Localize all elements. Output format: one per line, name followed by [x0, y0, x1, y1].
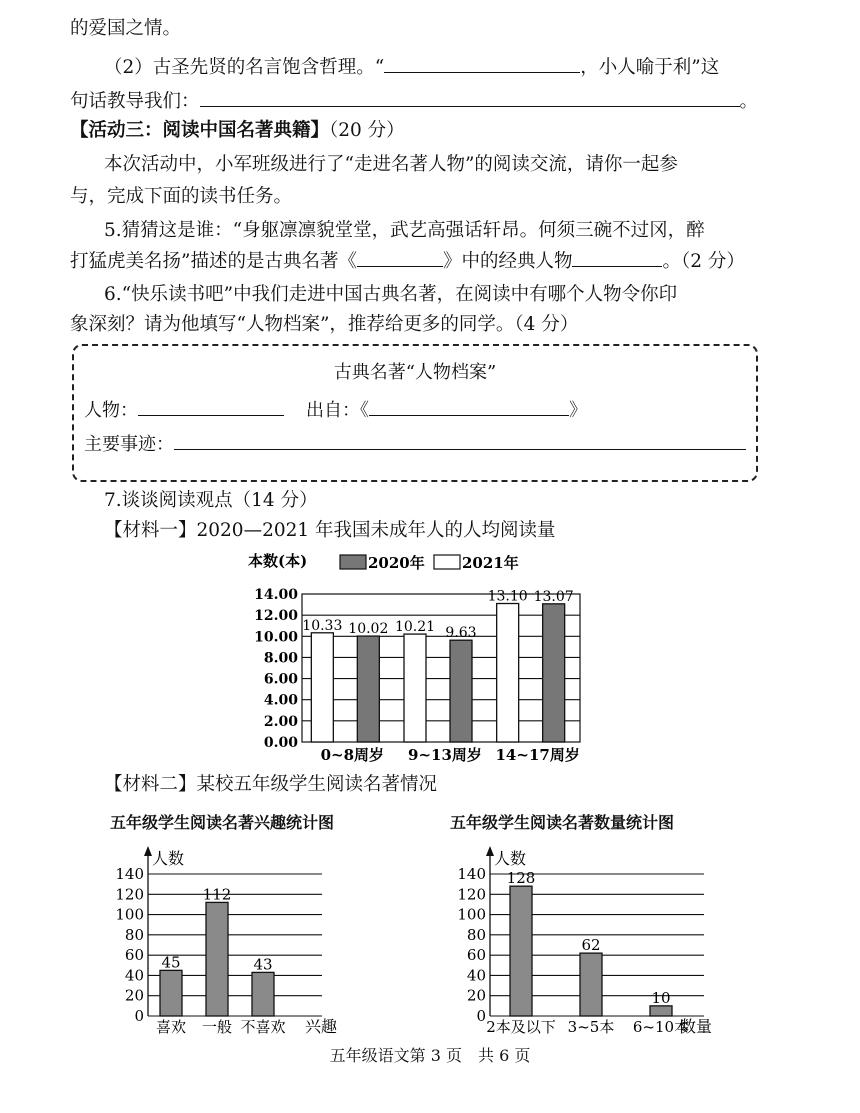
- chart3-body: [457, 846, 704, 1036]
- chart1-ylabel-text: 本数(本): [248, 552, 308, 570]
- question-6-cont: 象深刻？请为他填写“人物档案”，推荐给更多的同学。（4 分）: [70, 314, 579, 335]
- question-4-2-text-end: ，小人喻于利”这: [580, 57, 720, 78]
- chart-reading-quantity: [442, 840, 742, 1040]
- chart1-legend-swatch-1: [434, 555, 460, 569]
- chart1-legend-label-0: 2020年: [368, 554, 425, 572]
- chart1-legend-swatch-0: [340, 555, 366, 569]
- card-deeds-row: [84, 430, 746, 456]
- chart3-xlabel: 数量: [680, 1017, 713, 1036]
- chart1-data-label: 10.21: [394, 619, 436, 636]
- chart2-ylabel: 人数: [152, 849, 185, 868]
- chart3-bar: [580, 953, 602, 1016]
- answer-blank-book[interactable]: [357, 248, 443, 267]
- question-7: 7.谈谈阅读观点（14 分）: [104, 490, 318, 511]
- chart2-y-tick: 100: [115, 905, 144, 924]
- card-deeds-label: 主要事迹：: [84, 434, 174, 455]
- character-profile-card: [72, 344, 758, 482]
- chart1-bar: [404, 634, 426, 742]
- chart1-x-tick: 0~8周岁: [320, 746, 385, 764]
- chart2-bar: [160, 970, 182, 1016]
- question-4-2: [104, 54, 719, 81]
- chart1-data-label: 10.02: [348, 621, 389, 638]
- chart3-y-tick: 0: [476, 1007, 486, 1025]
- chart1-legend: [340, 554, 519, 572]
- chart3-bar: [510, 886, 532, 1016]
- chart2-xlabel: 兴趣: [305, 1017, 338, 1036]
- chart3-y-tick: 40: [466, 966, 486, 985]
- chart1-x-ticks: [321, 746, 580, 764]
- chart1-bar: [450, 640, 472, 742]
- card-person-input[interactable]: [138, 397, 284, 416]
- chart1-bar: [543, 604, 565, 742]
- period: 。: [739, 91, 759, 112]
- text-line-6: 与，完成下面的读书任务。: [70, 186, 293, 207]
- chart3-x-tick: 2本及以下: [486, 1018, 556, 1036]
- question-5-cont: [70, 248, 745, 275]
- chart1-bar: [497, 604, 519, 742]
- chart1-y-tick: 8.00: [263, 650, 298, 667]
- chart1-frame: [302, 594, 580, 742]
- chart1-y-tick: 4.00: [263, 692, 298, 709]
- chart2-x-tick: 喜欢: [155, 1018, 187, 1036]
- answer-blank-proverb[interactable]: [384, 54, 580, 73]
- chart1-y-tick: 2.00: [263, 713, 298, 730]
- text-line-5: 本次活动中，小军班级进行了“走进名著人物”的阅读交流，请你一起参: [104, 154, 678, 175]
- chart1-x-tick: 14~17周岁: [495, 746, 580, 764]
- chart2-y-tick: 120: [115, 885, 144, 904]
- chart1-x-tick: 9~13周岁: [408, 746, 482, 764]
- chart3-x-tick: 3~5本: [567, 1018, 615, 1036]
- chart1-y-tick: 0.00: [263, 735, 298, 751]
- activity-three-score: （20 分）: [329, 120, 405, 141]
- chart3-ylabel: 人数: [494, 849, 527, 868]
- chart3-x-tick: 6~10本: [632, 1018, 690, 1036]
- question-4-2-cont: [70, 88, 758, 115]
- chart1-ylabel: [248, 552, 307, 570]
- chart3-y-tick: 140: [457, 865, 486, 883]
- question-4-2-cont-text: 句话教导我们：: [70, 91, 200, 112]
- card-source-row: [306, 396, 587, 422]
- chart2-bar: [206, 902, 228, 1016]
- chart3-y-tick: 100: [457, 905, 486, 924]
- question-5: 5.猜猜这是谁：“身躯凛凛貌堂堂，武艺高强话轩昂。何须三碗不过冈，醉: [104, 220, 705, 241]
- chart1-bar: [357, 636, 379, 742]
- chart3-y-tick: 80: [466, 925, 486, 944]
- chart3-y-tick: 20: [466, 986, 486, 1005]
- chart3-data-label: 62: [581, 936, 601, 955]
- card-source-label: 出自：《: [306, 400, 369, 421]
- card-source-end: 》: [569, 400, 587, 421]
- chart1-y-tick: 14.00: [254, 587, 298, 603]
- chart3-y-tick: 120: [457, 885, 486, 904]
- chart1-data-label: 13.10: [487, 588, 528, 605]
- chart1-y-tick: 6.00: [263, 671, 298, 688]
- card-deeds-input[interactable]: [174, 431, 746, 450]
- chart2-x-tick: 一般: [201, 1018, 233, 1036]
- chart2-bar: [252, 972, 274, 1016]
- chart2-title: 五年级学生阅读名著兴趣统计图: [110, 813, 335, 832]
- chart2-data-label: 45: [161, 953, 181, 972]
- question-6: 6.“快乐读书吧”中我们走进中国古典名著，在阅读中有哪个人物令你印: [104, 284, 678, 305]
- card-title: 古典名著“人物档案”: [333, 362, 497, 383]
- chart2-y-tick: 60: [124, 946, 144, 965]
- chart3-title: 五年级学生阅读名著数量统计图: [450, 813, 675, 832]
- question-5-text-mid: 》中的经典人物: [442, 251, 573, 272]
- answer-blank-lesson[interactable]: [200, 88, 740, 107]
- chart-reading-volume: [240, 548, 600, 768]
- chart1-legend-label-1: 2021年: [462, 554, 519, 572]
- chart2-body: [115, 846, 322, 1036]
- chart2-y-tick: 80: [124, 925, 144, 944]
- answer-blank-character[interactable]: [572, 248, 662, 267]
- chart2-x-tick: 不喜欢: [240, 1018, 286, 1036]
- chart2-y-tick: 40: [124, 966, 144, 985]
- chart3-y-tick: 60: [466, 946, 486, 965]
- question-5-text: 打猛虎美名扬”描述的是古典名著《: [70, 251, 357, 272]
- text-line-1: 的爱国之情。: [70, 18, 182, 39]
- chart1-y-tick: 10.00: [254, 629, 298, 646]
- chart3-y-axis-arrow: [486, 846, 494, 856]
- card-source-input[interactable]: [369, 397, 569, 416]
- chart2-y-tick: 0: [134, 1007, 144, 1025]
- chart1-data-label: 13.07: [533, 588, 574, 605]
- chart1-bar: [311, 633, 333, 742]
- chart1-y-tick: 12.00: [254, 608, 298, 625]
- material-two-heading: 【材料二】某校五年级学生阅读名著情况: [104, 774, 438, 795]
- page-footer: 五年级语文第 3 页 共 6 页: [329, 1046, 531, 1065]
- chart3-bar: [650, 1006, 672, 1016]
- chart2-y-tick: 20: [124, 986, 144, 1005]
- material-one-heading: 【材料一】2020—2021 年我国未成年人的人均阅读量: [104, 520, 556, 541]
- question-4-2-text: （2）古圣先贤的名言饱含哲理。“: [104, 57, 385, 78]
- activity-three-heading: [70, 118, 405, 144]
- chart1-data-label: 10.33: [302, 617, 343, 634]
- chart3-data-label: 128: [506, 869, 536, 888]
- chart-reading-interest: [100, 840, 380, 1040]
- chart3-data-label: 10: [651, 988, 671, 1007]
- activity-three-title: 【活动三：阅读中国名著典籍】: [70, 120, 330, 141]
- chart2-y-axis-arrow: [144, 846, 152, 856]
- chart2-y-tick: 140: [115, 865, 144, 883]
- question-5-score: 。（2 分）: [662, 251, 745, 272]
- card-person-label: 人物：: [84, 400, 138, 421]
- chart1-data-label: 9.63: [445, 625, 477, 642]
- card-person-row: [84, 396, 284, 422]
- chart2-data-label: 43: [253, 955, 273, 974]
- chart2-data-label: 112: [202, 885, 232, 904]
